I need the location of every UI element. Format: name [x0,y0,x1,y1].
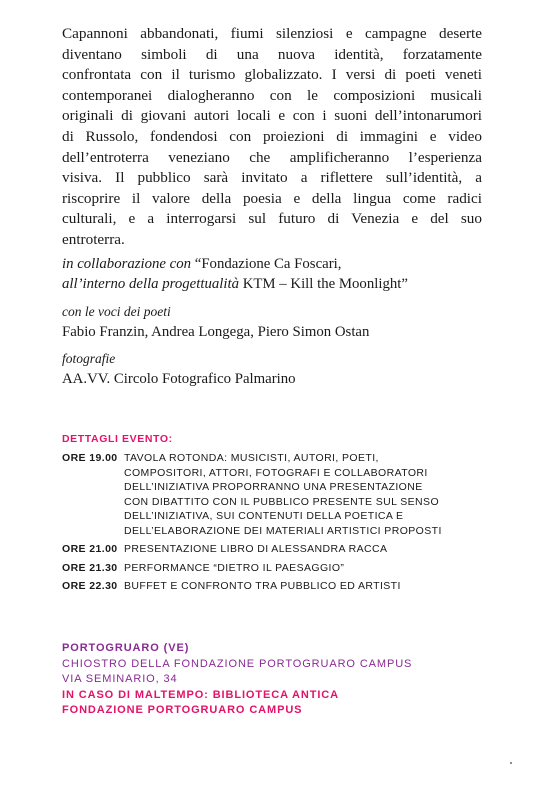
page-dot [510,762,512,764]
photos-credit [62,349,502,389]
schedule-description: TAVOLA ROTONDA: MUSICISTI, AUTORI, POETI, COMPOSITORI, ATTORI, FOTOGRAFI E COLLABORATORI DELL’INIZIATIVA PROPORRANNO UNA PRESENTAZIONE CON DIBATTITO CON IL PUBBLICO PRESENTE SUL SENSO DELL’INIZIATIVA, SUI CONTENUTI DELLA POETICA E DELL’ELABORAZIONE DEI MATERIALI ARTISTICI PROPOSTI [124,452,442,537]
intro-line: di Russolo, fondendosi con proiezioni di immagini e video [62,127,482,145]
schedule-row [62,561,502,576]
intro-line: diventano simboli di una nuova identità, forzatamente [62,45,482,63]
intro-paragraph [62,24,482,251]
schedule-time: ORE 21.00 [62,543,118,555]
voices-label: con le voci dei poeti [62,304,171,319]
voices-value: Fabio Franzin, Andrea Longega, Piero Simon Ostan [62,324,370,340]
bad-weather-location-2: FONDAZIONE PORTOGRUARO CAMPUS [62,704,303,716]
schedule-description: PRESENTAZIONE LIBRO DI ALESSANDRA RACCA [124,543,388,555]
event-schedule [62,451,502,598]
intro-line: Capannoni abbandonati, fiumi silenziosi e campagne deserte [62,25,482,42]
schedule-time: ORE 19.00 [62,452,118,464]
collaboration-label: in collaborazione con [62,256,192,272]
collaboration-credit [62,254,502,294]
collaboration-value: “Fondazione Ca Foscari, [191,256,342,272]
intro-line: confrontata con il turismo globalizzato. I versi di poeti veneti [62,66,482,84]
project-value: KTM – Kill the Moonlight” [239,276,408,292]
photos-value: AA.VV. Circolo Fotografico Palmarino [62,371,296,387]
schedule-time: ORE 21.30 [62,561,118,574]
schedule-row [62,579,502,594]
schedule-time: ORE 22.30 [62,580,118,592]
schedule-row [62,451,502,538]
schedule-row [62,542,502,557]
voices-credit [62,302,502,342]
venue-place: CHIOSTRO DELLA FONDAZIONE PORTOGRUARO CAMPUS [62,657,413,670]
bad-weather-location: IN CASO DI MALTEMPO: BIBLIOTECA ANTICA [62,688,340,701]
details-title: DETTAGLI EVENTO: [62,433,173,445]
intro-line: culturali, e a interrogarsi sul futuro di Venezia e del suo [62,210,482,228]
schedule-description: PERFORMANCE “DIETRO IL PAESAGGIO” [124,561,345,574]
project-label: all’interno della progettualità [62,276,239,292]
venue-info [62,641,412,719]
venue-city: PORTOGRUARO (VE) [62,642,190,654]
intro-line: originali di giovani autori locali e con i suoni dell’intonarumori [62,107,482,125]
intro-line: riscoprire il valore della poesia e della lingua come radici [62,189,482,207]
schedule-description: BUFFET E CONFRONTO TRA PUBBLICO ED ARTISTI [124,580,401,592]
photos-label: fotografie [62,351,116,366]
intro-line: entroterra. [62,230,125,248]
intro-line: contemporanei dialogheranno con le composizioni musicali [62,86,482,104]
intro-line: visiva. Il pubblico sarà invitato a riflettere sull’identità, a [62,169,482,187]
venue-address: VIA SEMINARIO, 34 [62,673,178,685]
intro-line: dell’entroterra veneziano che amplificheranno l’esperienza [62,148,482,166]
